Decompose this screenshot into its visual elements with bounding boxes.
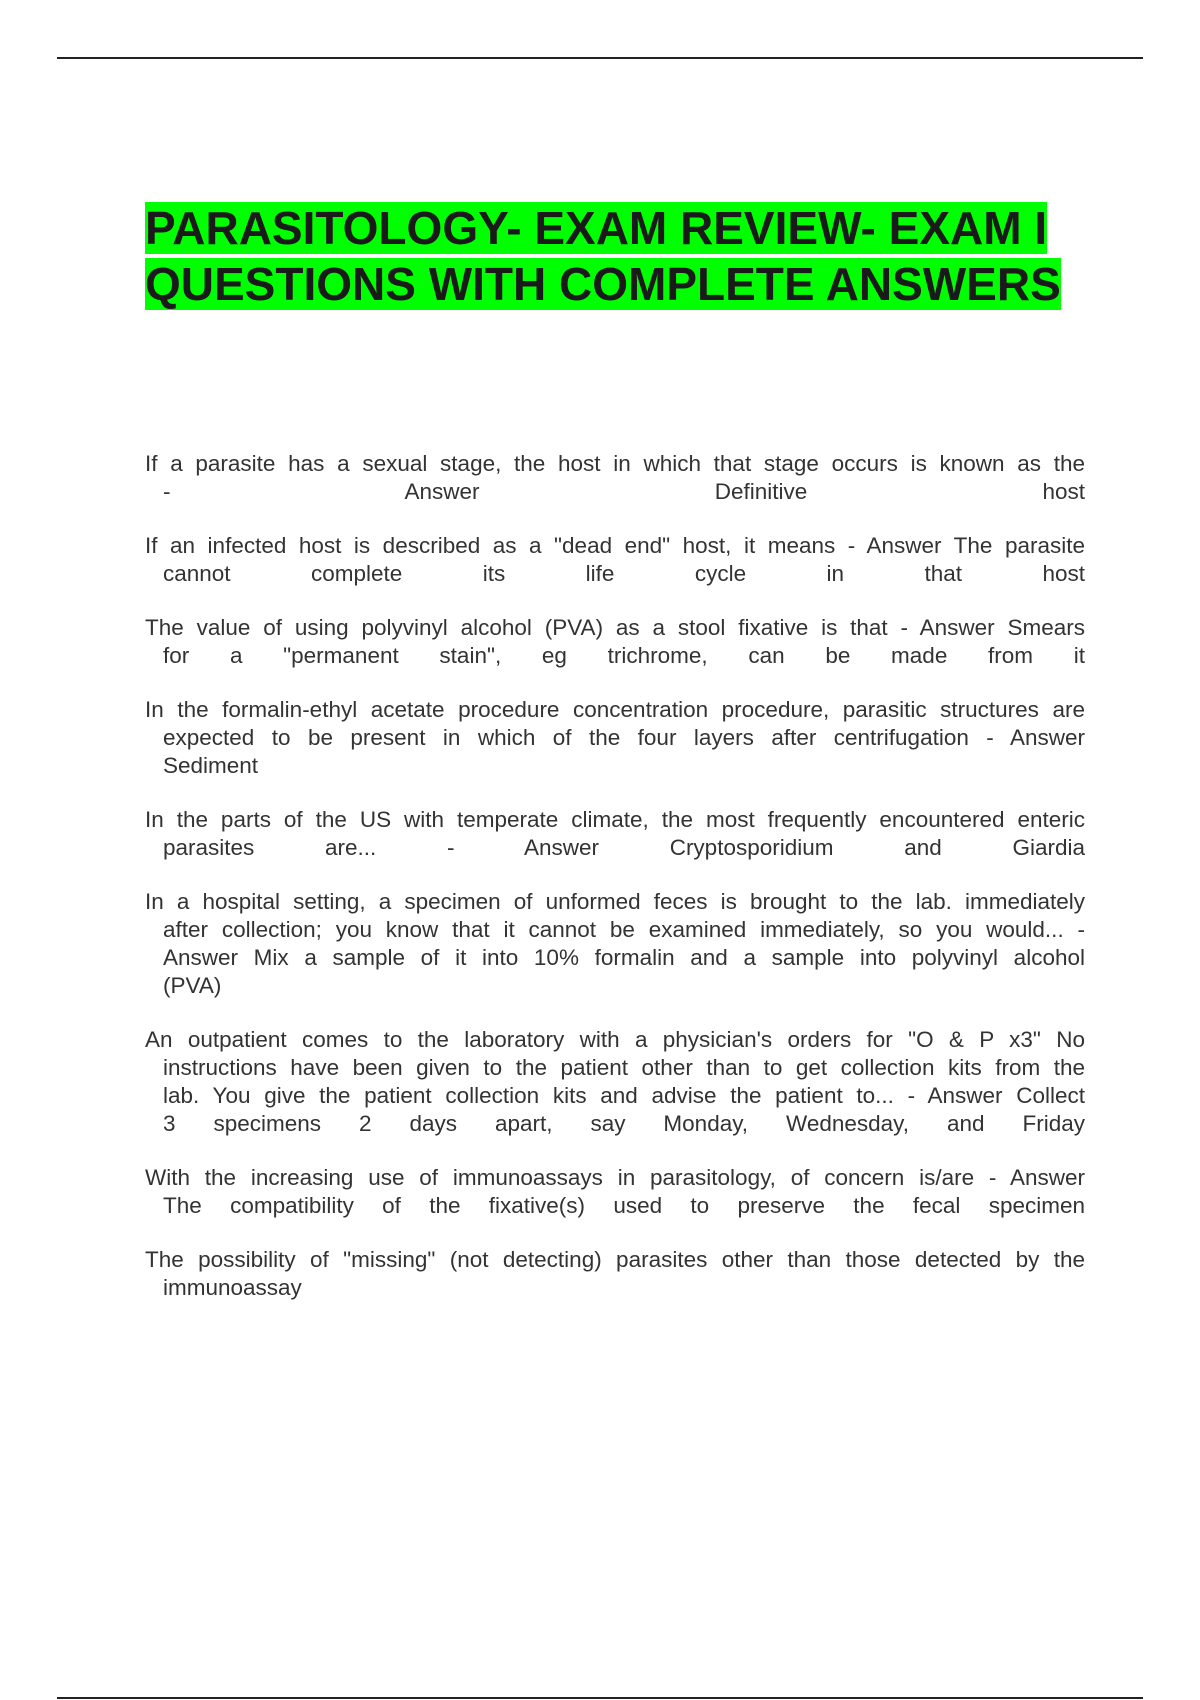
top-rule — [57, 57, 1143, 59]
qa-item: In the formalin-ethyl acetate procedure concentration procedure, parasitic structures are expected to be present in which of the four layers after centrifugation - Answer Sediment — [145, 697, 1085, 778]
qa-item: With the increasing use of immunoassays in parasitology, of concern is/are - Answer The compatibility of the fixative(s) used to preserve the fecal specimen — [145, 1165, 1085, 1218]
qa-item: If an infected host is described as a "dead end" host, it means - Answer The parasite cannot complete its life cycle in that host — [145, 533, 1085, 586]
qa-item: The value of using polyvinyl alcohol (PVA) as a stool fixative is that - Answer Smears for a "permanent stain", eg trichrome, can be made from it — [145, 615, 1085, 668]
qa-item: If a parasite has a sexual stage, the host in which that stage occurs is known as the - Answer Definitive host — [145, 451, 1085, 504]
qa-list — [145, 450, 1085, 1328]
qa-item: In a hospital setting, a specimen of unformed feces is brought to the lab. immediately after collection; you know that it cannot be examined immediately, so you would... - Answer Mix a sample of it into 10% formalin and a sample into polyvinyl alcohol (PVA) — [145, 889, 1085, 998]
qa-item: In the parts of the US with temperate climate, the most frequently encountered enteric parasites are... - Answer Cryptosporidium and Giardia — [145, 807, 1085, 860]
qa-item: An outpatient comes to the laboratory with a physician's orders for "O & P x3" No instructions have been given to the patient other than to get collection kits from the lab. You give the patient collection kits and advise the patient to... - Answer Collect 3 specimens 2 days apart, say Monday, Wednesday, and Friday — [145, 1027, 1085, 1136]
document-title — [145, 200, 1075, 312]
qa-item: The possibility of "missing" (not detecting) parasites other than those detected by the immunoassay — [145, 1247, 1085, 1300]
bottom-rule — [57, 1697, 1143, 1699]
title-highlight: PARASITOLOGY- EXAM REVIEW- EXAM I QUESTIONS WITH COMPLETE ANSWERS — [145, 202, 1061, 310]
